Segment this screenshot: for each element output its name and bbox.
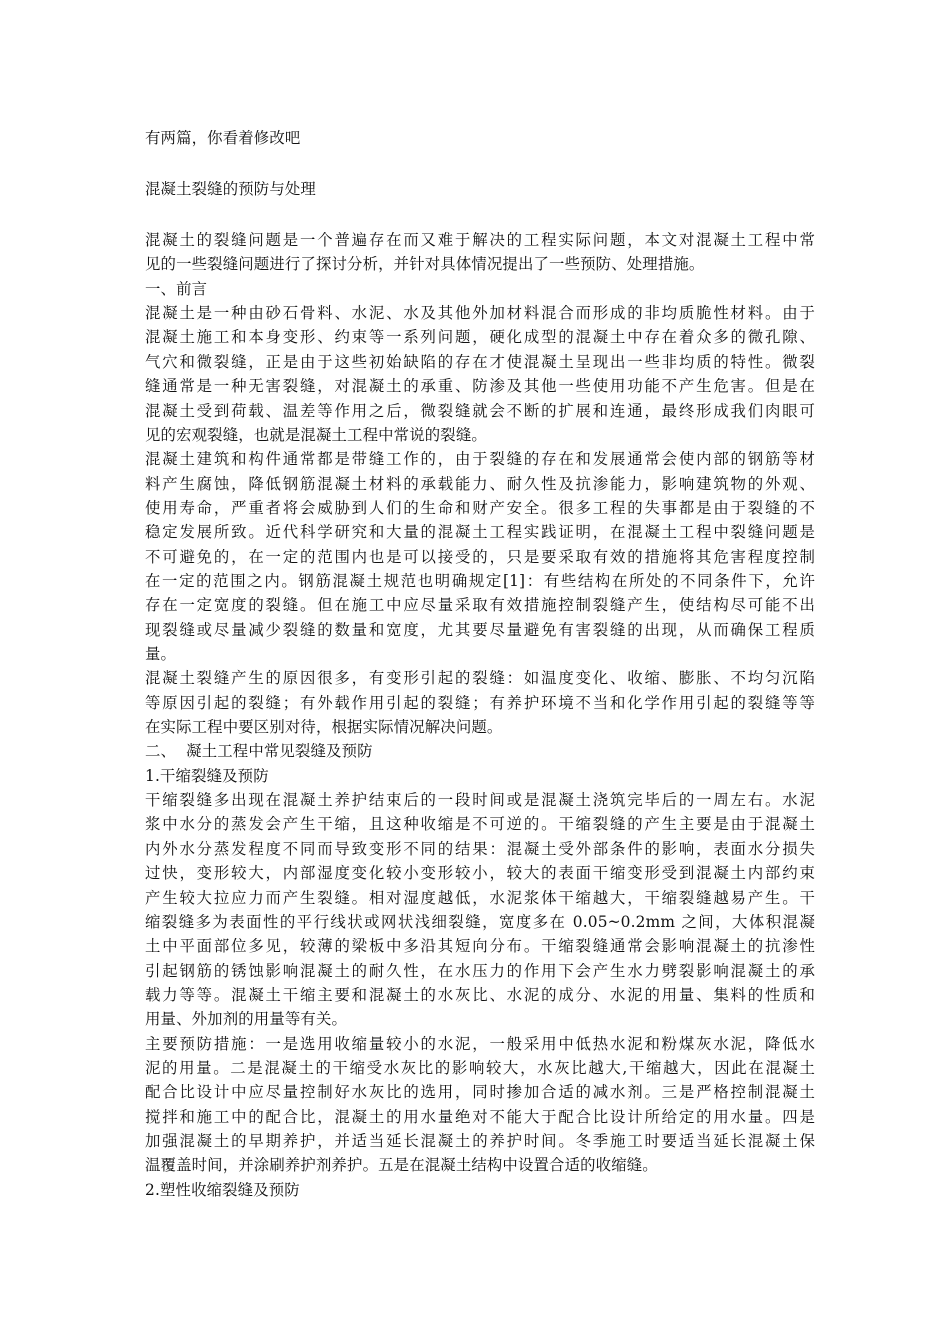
text-line: 缝通常是一种无害裂缝，对混凝土的承重、防渗及其他一些使用功能不产生危害。但是在	[145, 377, 815, 396]
text-line: 内外水分蒸发程度不同而导致变形不同的结果：混凝土受外部条件的影响，表面水分损失	[145, 839, 815, 858]
text-line: 量。	[145, 645, 177, 663]
text-line: 1.干缩裂缝及预防	[145, 766, 269, 785]
intro-note: 有两篇，你看着修改吧	[145, 129, 301, 147]
text-line: 二、 凝土工程中常见裂缝及预防	[145, 742, 373, 761]
text-line: 过快，变形较大，内部湿度变化较小变形较小，较大的表面干缩变形受到混凝土内部约束	[145, 864, 815, 883]
text-line: 在实际工程中要区别对待，根据实际情况解决问题。	[145, 718, 503, 736]
text-line: 气穴和微裂缝，正是由于这些初始缺陷的存在才使混凝土呈现出一些非均质的特性。微裂	[145, 352, 815, 371]
text-line: 2.塑性收缩裂缝及预防	[145, 1180, 300, 1199]
text-line: 稳定发展所致。近代科学研究和大量的混凝土工程实践证明，在混凝土工程中裂缝问题是	[145, 523, 815, 542]
text-line: 见的一些裂缝问题进行了探讨分析，并针对具体情况提出了一些预防、处理措施。	[145, 255, 705, 274]
text-line: 产生较大拉应力而产生裂缝。相对湿度越低，水泥浆体干缩越大，干缩裂缝越易产生。干	[145, 888, 815, 907]
text-line: 干缩裂缝多出现在混凝土养护结束后的一段时间或是混凝土浇筑完毕后的一周左右。水泥	[145, 791, 815, 810]
text-line: 用量、外加剂的用量等有关。	[145, 1010, 348, 1029]
text-line: 混凝土建筑和构件通常都是带缝工作的，由于裂缝的存在和发展通常会使内部的钢筋等材	[145, 450, 815, 469]
text-line: 主要预防措施：一是选用收缩量较小的水泥，一般采用中低热水泥和粉煤灰水泥，降低水	[145, 1034, 815, 1053]
text-line: 土中平面部位多见，较薄的梁板中多沿其短向分布。干缩裂缝通常会影响混凝土的抗渗性	[145, 937, 815, 956]
document-title: 混凝土裂缝的预防与处理	[145, 180, 316, 198]
text-line: 混凝土受到荷载、温差等作用之后，微裂缝就会不断的扩展和连通，最终形成我们肉眼可	[145, 401, 815, 420]
text-line: 引起钢筋的锈蚀影响混凝土的耐久性，在水压力的作用下会产生水力劈裂影响混凝土的承	[145, 961, 815, 980]
text-line: 缩裂缝多为表面性的平行线状或网状浅细裂缝，宽度多在 0.05~0.2mm 之间，大体积混凝	[145, 912, 815, 931]
text-line: 料产生腐蚀，降低钢筋混凝土材料的承载能力、耐久性及抗渗能力，影响建筑物的外观、	[145, 474, 815, 493]
text-line: 泥的用量。二是混凝土的干缩受水灰比的影响较大，水灰比越大,干缩越大，因此在混凝土	[145, 1058, 815, 1077]
text-line: 混凝土是一种由砂石骨料、水泥、水及其他外加材料混合而形成的非均质脆性材料。由于	[145, 304, 815, 323]
text-line: 配合比设计中应尽量控制好水灰比的选用，同时掺加合适的减水剂。三是严格控制混凝土	[145, 1083, 815, 1102]
text-line: 混凝土的裂缝问题是一个普遍存在而又难于解决的工程实际问题，本文对混凝土工程中常	[145, 231, 815, 249]
text-line: 在一定的范围之内。钢筋混凝土规范也明确规定[1]：有些结构在所处的不同条件下，允许	[145, 571, 815, 590]
text-line: 存在一定宽度的裂缝。但在施工中应尽量采取有效措施控制裂缝产生，使结构尽可能不出	[145, 596, 815, 615]
text-line: 现裂缝或尽量减少裂缝的数量和宽度，尤其要尽量避免有害裂缝的出现，从而确保工程质	[145, 620, 815, 639]
text-line: 不可避免的，在一定的范围内也是可以接受的，只是要采取有效的措施将其危害程度控制	[145, 547, 815, 566]
text-line: 见的宏观裂缝，也就是混凝土工程中常说的裂缝。	[145, 425, 487, 444]
text-line: 浆中水分的蒸发会产生干缩，且这种收缩是不可逆的。干缩裂缝的产生主要是由于混凝土	[145, 815, 815, 834]
text-line: 混凝土裂缝产生的原因很多，有变形引起的裂缝：如温度变化、收缩、膨胀、不均匀沉陷	[145, 669, 815, 688]
text-line: 载力等等。混凝土干缩主要和混凝土的水灰比、水泥的成分、水泥的用量、集料的性质和	[145, 985, 815, 1004]
text-line: 使用寿命，严重者将会威胁到人们的生命和财产安全。很多工程的失事都是由于裂缝的不	[145, 498, 815, 517]
text-line: 等原因引起的裂缝；有外载作用引起的裂缝；有养护环境不当和化学作用引起的裂缝等等	[145, 693, 815, 712]
text-line: 温覆盖时间，并涂刷养护剂养护。五是在混凝土结构中设置合适的收缩缝。	[145, 1156, 658, 1175]
text-line: 搅拌和施工中的配合比，混凝土的用水量绝对不能大于配合比设计所给定的用水量。四是	[145, 1107, 815, 1126]
text-line: 加强混凝土的早期养护，并适当延长混凝土的养护时间。冬季施工时要适当延长混凝土保	[145, 1132, 815, 1150]
text-line: 混凝土施工和本身变形、约束等一系列问题，硬化成型的混凝土中存在着众多的微孔隙、	[145, 328, 815, 347]
text-line: 一、前言	[145, 279, 208, 298]
